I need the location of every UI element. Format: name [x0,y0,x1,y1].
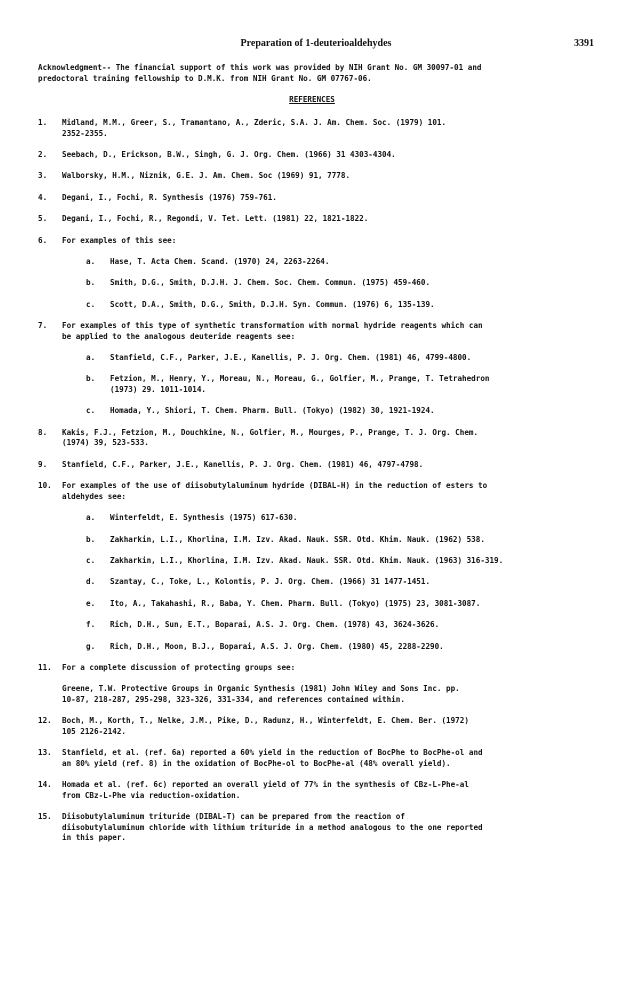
references-heading [0,95,624,106]
reference-number: 12. [38,716,52,726]
reference-line: Seebach, D., Erickson, B.W., Singh, G. J. Org. Chem. (1966) 31 4303-4304. [62,149,396,159]
reference-body [62,193,594,204]
sub-reference-line: Hase, T. Acta Chem. Scand. (1970) 24, 2263-2264. [110,256,330,266]
references-list [38,118,594,855]
sub-reference-text [110,278,594,289]
reference-item [38,321,594,417]
reference-line: For a complete discussion of protecting groups see: [62,662,296,672]
sub-reference-text [110,300,594,311]
sub-reference-letter: g. [86,641,96,651]
sub-reference [86,620,594,631]
reference-line: Stanfield, et al. (ref. 6a) reported a 60% yield in the reduction of BocPhe to BocPhe-ol and [62,748,483,758]
reference-item [38,428,594,449]
reference-line: Greene, T.W. Protective Groups in Organic Synthesis (1981) John Wiley and Sons Inc. pp. [62,684,460,694]
reference-line: Degani, I., Fochi, R. Synthesis (1976) 759-761. [62,192,277,202]
reference-number: 14. [38,780,52,790]
sub-reference-line: (1973) 29. 1011-1014. [110,385,207,395]
reference-number: 6. [38,235,48,245]
sub-reference-line: Szantay, C., Toke, L., Kolontis, P. J. Org. Chem. (1966) 31 1477-1451. [110,577,431,587]
acknowledgment-line: Acknowledgment-- The financial support of this work was provided by NIH Grant No. GM 30097-01 and [38,63,482,72]
reference-body [62,460,594,471]
sub-reference-letter: c. [86,299,96,309]
sub-reference-text [110,577,594,588]
reference-number: 4. [38,192,48,202]
reference-number: 10. [38,481,52,491]
acknowledgment-line: predoctoral training fellowship to D.M.K. from NIH Grant No. GM 07767-06. [38,73,372,83]
reference-number: 9. [38,459,48,469]
reference-body [62,481,594,652]
sub-reference-line: Smith, D.G., Smith, D.J.H. J. Chem. Soc. Chem. Commun. (1975) 459-460. [110,278,431,288]
reference-line: Boch, M., Korth, T., Nelke, J.M., Pike, D., Radunz, H., Winterfeldt, E. Chem. Ber. (1972) [62,716,469,726]
reference-line: Homada et al. (ref. 6c) reported an overall yield of 77% in the synthesis of CBz-L-Phe-al [62,780,469,790]
sub-reference-line: Winterfeldt, E. Synthesis (1975) 617-630. [110,513,298,523]
sub-reference-text [110,599,594,610]
sub-reference [86,278,594,289]
reference-item [38,150,594,161]
references-title: REFERENCES [289,95,335,104]
reference-line: Walborsky, H.M., Niznik, G.E. J. Am. Chem. Soc (1969) 91, 7778. [62,171,351,181]
reference-line: (1974) 39, 523-533. [62,438,149,448]
reference-number: 13. [38,748,52,758]
reference-line: from CBz-L-Phe via reduction-oxidation. [62,790,241,800]
reference-number: 11. [38,662,52,672]
reference-body [62,321,594,417]
sub-reference-letter: a. [86,353,96,363]
sub-reference [86,513,594,524]
reference-body [62,428,594,449]
sub-reference-text [110,513,594,524]
sub-reference-letter: c. [86,556,96,565]
reference-line: Stanfield, C.F., Parker, J.E., Kanellis, P. J. Org. Chem. (1981) 46, 4797-4798. [62,459,424,469]
sub-reference-line: Zakharkin, L.I., Khorlina, I.M. Izv. Akad. Nauk. SSR. Otd. Khim. Nauk. (1962) 538. [110,534,485,544]
reference-item [38,663,594,706]
reference-item [38,716,594,737]
sub-reference-letter: c. [86,406,96,416]
reference-line: For examples of this type of synthetic transformation with normal hydride reagents which can [62,321,483,331]
running-title: Preparation of 1-deuterioaldehydes [240,38,392,49]
sub-reference-letter: a. [86,513,96,523]
reference-body [62,118,594,139]
sub-reference [86,577,594,588]
sub-reference [86,300,594,311]
sub-reference [86,257,594,268]
reference-line: Kakis, F.J., Fetzion, M., Douchkine, N., Golfier, M., Mourges, P., Prange, T. J. Org. Chem. [62,427,479,437]
reference-body [62,214,594,225]
sub-reference-line: Zakharkin, L.I., Khorlina, I.M. Izv. Akad. Nauk. SSR. Otd. Khim. Nauk. (1963) 316-319. [110,556,504,565]
sub-reference-letter: a. [86,256,96,266]
reference-paragraph [62,684,594,705]
sub-reference-line: Fetzion, M., Henry, Y., Moreau, N., Moreau, G., Golfier, M., Prange, T. Tetrahedron [110,374,490,384]
sub-reference-letter: e. [86,598,96,608]
reference-body [62,171,594,182]
sub-reference-letter: d. [86,577,96,587]
sub-reference-text [110,535,594,546]
reference-item [38,193,594,204]
reference-line: 10-87, 218-287, 295-298, 323-326, 331-334, and references contained within. [62,694,405,704]
page-number: 3391 [574,38,594,49]
reference-number: 5. [38,214,48,224]
reference-body [62,236,594,311]
sub-reference-text [110,374,594,395]
reference-line: be applied to the analogous deuteride reagents see: [62,331,296,341]
sub-reference-letter: b. [86,374,96,384]
sub-reference-letter: b. [86,534,96,544]
sub-reference [86,556,594,567]
reference-number: 2. [38,149,48,159]
reference-line: For examples of this see: [62,235,177,245]
reference-line: Midland, M.M., Greer, S., Tramantano, A., Zderic, S.A. J. Am. Chem. Soc. (1979) 101. [62,118,447,127]
reference-body [62,780,594,801]
reference-line: in this paper. [62,833,127,843]
reference-number: 3. [38,171,48,181]
reference-line: diisobutylaluminum chloride with lithium trituride in a method analogous to the one reported [62,822,483,832]
reference-line: 105 2126-2142. [62,726,127,736]
sub-reference [86,353,594,364]
sub-reference-line: Scott, D.A., Smith, D.G., Smith, D.J.H. Syn. Commun. (1976) 6, 135-139. [110,299,435,309]
reference-item [38,214,594,225]
sub-reference-text [110,556,594,567]
reference-item [38,748,594,769]
sub-reference-line: Stanfield, C.F., Parker, J.E., Kanellis, P. J. Org. Chem. (1981) 46, 4799-4800. [110,353,472,363]
sub-reference-text [110,353,594,364]
reference-number: 8. [38,427,48,437]
reference-body [62,716,594,737]
sub-reference-letter: f. [86,620,96,630]
page-header [38,38,594,52]
reference-item [38,171,594,182]
sub-reference [86,642,594,653]
reference-item [38,118,594,139]
reference-item [38,236,594,311]
reference-body [62,663,594,706]
reference-line: Degani, I., Fochi, R., Regondi, V. Tet. Lett. (1981) 22, 1821-1822. [62,214,369,224]
reference-body [62,748,594,769]
reference-item [38,812,594,844]
sub-reference-text [110,620,594,631]
sub-reference-text [110,642,594,653]
sub-reference-line: Rich, D.H., Moon, B.J., Boparai, A.S. J. Org. Chem. (1980) 45, 2288-2290. [110,641,444,651]
reference-line: Diisobutylaluminum trituride (DIBAL-T) can be prepared from the reaction of [62,812,405,822]
reference-item [38,481,594,652]
reference-body [62,150,594,161]
reference-number: 1. [38,118,48,127]
sub-reference-text [110,257,594,268]
reference-item [38,780,594,801]
sub-reference [86,599,594,610]
acknowledgment [38,63,594,84]
sub-reference-text [110,406,594,417]
sub-reference-line: Homada, Y., Shiori, T. Chem. Pharm. Bull. (Tokyo) (1982) 30, 1921-1924. [110,406,435,416]
sub-reference [86,406,594,417]
reference-item [38,460,594,471]
sub-reference [86,535,594,546]
reference-line: For examples of the use of diisobutylaluminum hydride (DIBAL-H) in the reduction of esters to [62,481,488,491]
sub-reference [86,374,594,395]
sub-reference-letter: b. [86,278,96,288]
reference-line: 2352-2355. [62,128,108,138]
reference-body [62,812,594,844]
reference-line: aldehydes see: [62,491,127,501]
reference-number: 7. [38,321,48,331]
sub-reference-line: Rich, D.H., Sun, E.T., Boparai, A.S. J. Org. Chem. (1978) 43, 3624-3626. [110,620,440,630]
sub-reference-line: Ito, A., Takahashi, R., Baba, Y. Chem. Pharm. Bull. (Tokyo) (1975) 23, 3081-3087. [110,598,481,608]
reference-number: 15. [38,812,52,822]
reference-line: an 80% yield (ref. 8) in the oxidation of BocPhe-ol to BocPhe-al (48% overall yield). [62,758,451,768]
